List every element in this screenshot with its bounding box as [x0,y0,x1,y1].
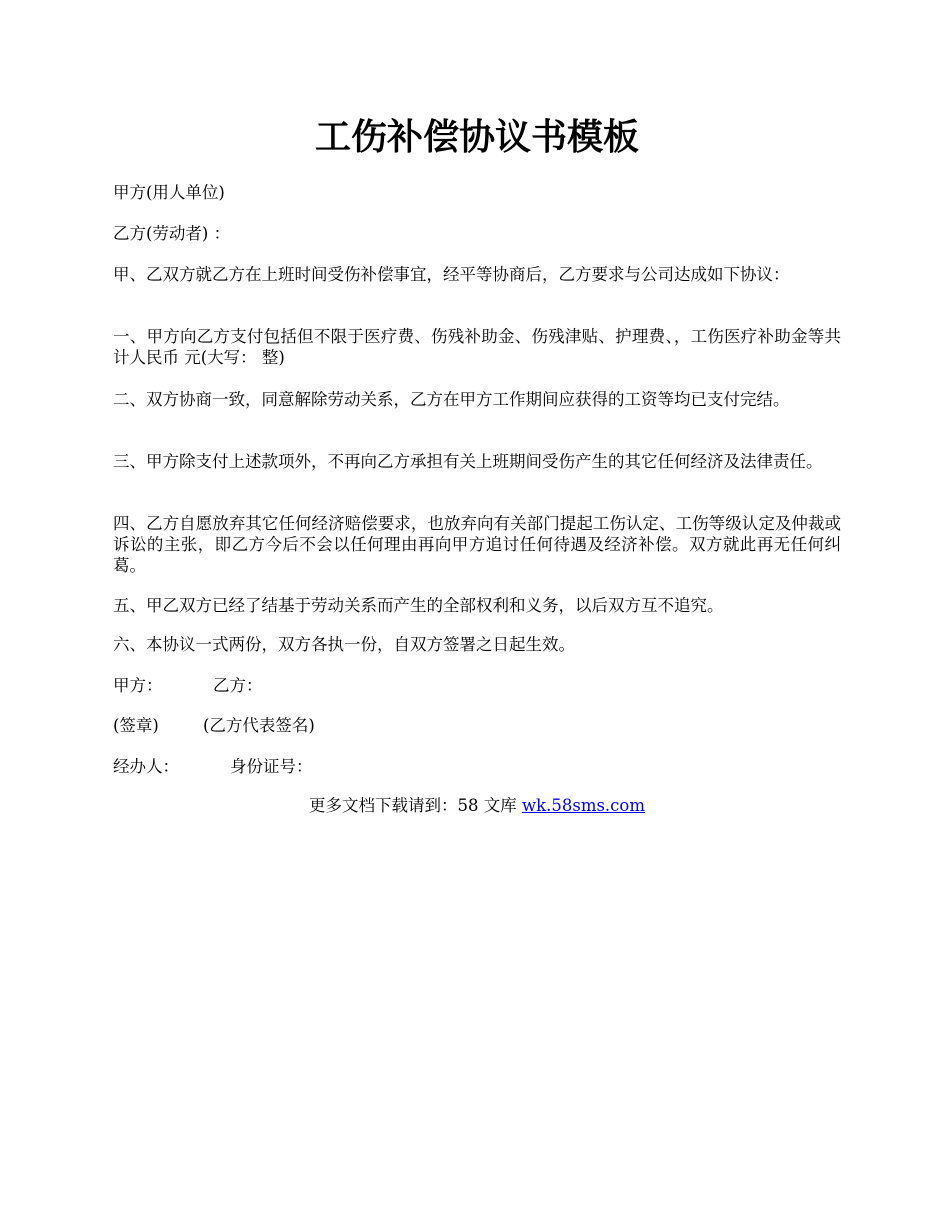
party-a-line: 甲方(用人单位) [113,183,225,202]
footer-download-note [113,795,841,816]
intro-paragraph: 甲、乙双方就乙方在上班时间受伤补偿事宜，经平等协商后，乙方要求与公司达成如下协议： [113,265,790,284]
signature-row-parties [113,675,841,696]
clause-3: 三、甲方除支付上述款项外，不再向乙方承担有关上班期间受伤产生的其它任何经济及法律责任。 [113,452,823,471]
footer-link[interactable]: wk.58sms.com [521,796,645,815]
clause-6: 六、本协议一式两份，双方各执一份，自双方签署之日起生效。 [113,635,575,654]
rep-sign-label: (乙方代表签名) [203,716,315,735]
clause-2: 二、双方协商一致，同意解除劳动关系，乙方在甲方工作期间应获得的工资等均已支付完结。 [113,390,790,409]
document-title: 工伤补偿协议书模板 [314,116,639,158]
party-b-sign-label: 乙方： [213,676,263,695]
handler-label: 经办人： [113,757,179,776]
clause-4: 四、乙方自愿放弃其它任何经济赔偿要求，也放弃向有关部门提起工伤认定、工伤等级认定及仲裁或诉讼的主张，即乙方今后不会以任何理由再向甲方追讨任何待遇及经济补偿。双方就此再无任何纠葛。 [113,514,841,575]
signature-row-handler [113,756,841,777]
footer-text: 更多文档下载请到：58 文库 [308,796,522,815]
clause-1: 一、甲方向乙方支付包括但不限于医疗费、伤残补助金、伤残津贴、护理费、，工伤医疗补助金等共计人民币 元(大写： 整) [113,327,841,367]
id-number-label: 身份证号： [230,757,313,776]
clause-5: 五、甲乙双方已经了结基于劳动关系而产生的全部权利和义务，以后双方互不追究。 [113,596,724,615]
party-b-line: 乙方(劳动者) ： [113,224,231,243]
seal-label: (签章) [113,716,159,735]
signature-row-seal [113,715,841,736]
party-a-sign-label: 甲方： [113,676,163,695]
